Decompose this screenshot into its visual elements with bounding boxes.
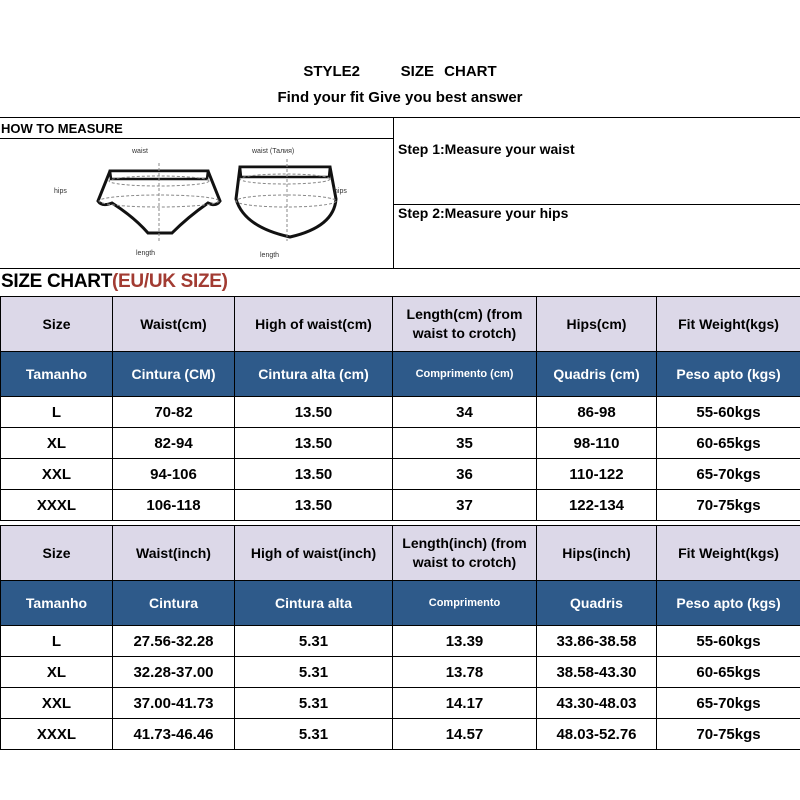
- translation-cell: Cintura alta: [235, 581, 393, 626]
- table-cell: XXXL: [1, 490, 113, 521]
- table-cell: 5.31: [235, 657, 393, 688]
- table-cell: 14.17: [393, 688, 537, 719]
- table-cell: 82-94: [113, 428, 235, 459]
- how-to-measure-section: [0, 117, 800, 268]
- waist-back-label: waist (Талия): [252, 148, 295, 155]
- table-cell: 55-60kgs: [657, 397, 800, 428]
- table-cell: 14.57: [393, 719, 537, 750]
- table-cell: 13.78: [393, 657, 537, 688]
- translation-cell: Comprimento (cm): [393, 352, 537, 397]
- divider: [0, 268, 800, 269]
- length-back-label: length: [260, 252, 280, 259]
- table-cell: 48.03-52.76: [537, 719, 657, 750]
- translation-cell: Cintura alta (cm): [235, 352, 393, 397]
- table-cell: 86-98: [537, 397, 657, 428]
- header-cell: Waist(inch): [113, 526, 235, 581]
- table-header-row: [1, 526, 800, 581]
- size-table-inch: [0, 525, 800, 750]
- table-cell: 27.56-32.28: [113, 626, 235, 657]
- table-cell: L: [1, 626, 113, 657]
- header-cell: Fit Weight(kgs): [657, 526, 800, 581]
- translation-cell: Peso apto (kgs): [657, 352, 800, 397]
- table-cell: 94-106: [113, 459, 235, 490]
- table-cell: 13.50: [235, 428, 393, 459]
- table-row: [1, 719, 800, 750]
- table-cell: 38.58-43.30: [537, 657, 657, 688]
- table-row: [1, 459, 800, 490]
- header-cell: Size: [1, 526, 113, 581]
- translation-cell: Cintura: [113, 581, 235, 626]
- translation-cell: Tamanho: [1, 581, 113, 626]
- table-cell: 70-75kgs: [657, 490, 800, 521]
- waist-front-label: waist: [132, 148, 148, 155]
- header-cell: Fit Weight(kgs): [657, 297, 800, 352]
- header-cell: Waist(cm): [113, 297, 235, 352]
- table-cell: 13.50: [235, 459, 393, 490]
- table-cell: 36: [393, 459, 537, 490]
- table-cell: XXL: [1, 459, 113, 490]
- header-cell: Length(cm) (from waist to crotch): [393, 297, 537, 352]
- table-cell: 13.50: [235, 490, 393, 521]
- header-cell: Hips(cm): [537, 297, 657, 352]
- table-cell: XXL: [1, 688, 113, 719]
- table-row: [1, 626, 800, 657]
- translation-cell: Quadris (cm): [537, 352, 657, 397]
- table-cell: 37.00-41.73: [113, 688, 235, 719]
- header-cell: Hips(inch): [537, 526, 657, 581]
- length-front-label: length: [136, 250, 156, 257]
- table-cell: 13.39: [393, 626, 537, 657]
- table-cell: 37: [393, 490, 537, 521]
- how-to-measure-heading: HOW TO MEASURE: [1, 121, 123, 136]
- page-title: STYLE2 SIZE CHART: [303, 63, 497, 80]
- size-chart-heading-main: SIZE CHART: [1, 271, 113, 292]
- measurement-diagram: [40, 143, 380, 263]
- table-cell: 33.86-38.58: [537, 626, 657, 657]
- table-row: [1, 397, 800, 428]
- table-row: [1, 657, 800, 688]
- size-chart-heading-accent: (EU/UK SIZE): [112, 271, 228, 292]
- table-cell: 122-134: [537, 490, 657, 521]
- translation-cell: Quadris: [537, 581, 657, 626]
- table-cell: 55-60kgs: [657, 626, 800, 657]
- size-chart-heading: [1, 271, 228, 293]
- table-cell: 43.30-48.03: [537, 688, 657, 719]
- briefs-front-illustration: [98, 163, 220, 241]
- table-cell: 65-70kgs: [657, 459, 800, 490]
- page-subtitle: Find your fit Give you best answer: [277, 89, 523, 106]
- table-cell: 5.31: [235, 719, 393, 750]
- hips-front-label: hips: [54, 188, 67, 195]
- table-cell: 98-110: [537, 428, 657, 459]
- briefs-back-illustration: [236, 159, 336, 241]
- divider: [393, 117, 394, 268]
- step-1-text: Step 1:Measure your waist: [398, 141, 575, 157]
- size-table-cm: [0, 296, 800, 521]
- header-cell: High of waist(inch): [235, 526, 393, 581]
- header-cell: Length(inch) (from waist to crotch): [393, 526, 537, 581]
- table-cell: 65-70kgs: [657, 688, 800, 719]
- translation-cell: Comprimento: [393, 581, 537, 626]
- table-translation-row: [1, 581, 800, 626]
- table-cell: 70-82: [113, 397, 235, 428]
- table-cell: 110-122: [537, 459, 657, 490]
- header-cell: Size: [1, 297, 113, 352]
- table-row: [1, 428, 800, 459]
- divider: [0, 138, 393, 139]
- table-cell: 5.31: [235, 626, 393, 657]
- table-cell: XL: [1, 657, 113, 688]
- table-cell: 32.28-37.00: [113, 657, 235, 688]
- table-cell: XL: [1, 428, 113, 459]
- table-cell: 70-75kgs: [657, 719, 800, 750]
- step-2-text: Step 2:Measure your hips: [398, 205, 569, 221]
- header-cell: High of waist(cm): [235, 297, 393, 352]
- table-cell: 13.50: [235, 397, 393, 428]
- table-cell: XXXL: [1, 719, 113, 750]
- table-cell: 60-65kgs: [657, 428, 800, 459]
- table-cell: 106-118: [113, 490, 235, 521]
- table-cell: 5.31: [235, 688, 393, 719]
- divider: [0, 117, 800, 118]
- table-cell: 34: [393, 397, 537, 428]
- table-cell: 35: [393, 428, 537, 459]
- translation-cell: Peso apto (kgs): [657, 581, 800, 626]
- table-header-row: [1, 297, 800, 352]
- table-translation-row: [1, 352, 800, 397]
- table-cell: 60-65kgs: [657, 657, 800, 688]
- table-row: [1, 688, 800, 719]
- hips-back-label: hips: [334, 188, 347, 195]
- table-row: [1, 490, 800, 521]
- table-cell: L: [1, 397, 113, 428]
- table-cell: 41.73-46.46: [113, 719, 235, 750]
- translation-cell: Tamanho: [1, 352, 113, 397]
- translation-cell: Cintura (CM): [113, 352, 235, 397]
